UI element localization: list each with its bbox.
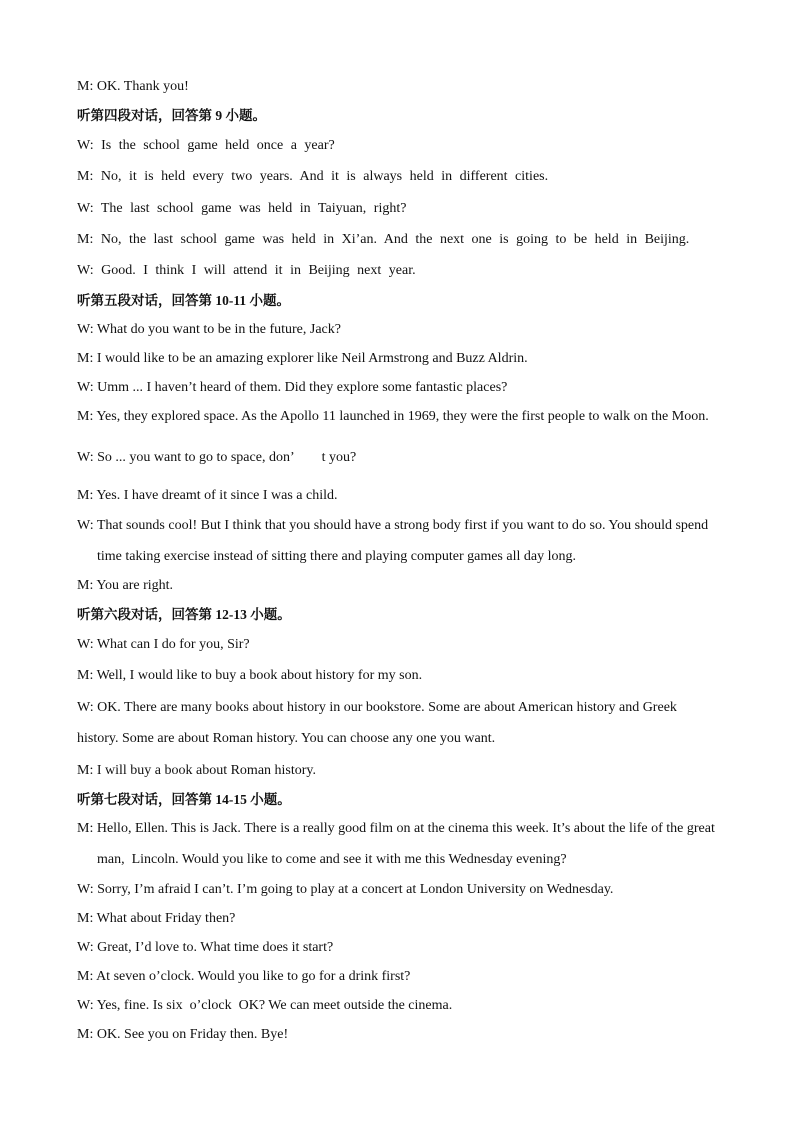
dialogue-line: W: Good. I think I will attend it in Beijing next year. <box>77 263 416 278</box>
dialogue-line: W: OK. There are many books about history in our bookstore. Some are about American history and Greek <box>77 700 677 715</box>
dialogue-line: M: Yes, they explored space. As the Apollo 11 launched in 1969, they were the first people to walk on the Moon. <box>77 409 709 424</box>
dialogue-line: W: Umm ... I haven’t heard of them. Did they explore some fantastic places? <box>77 380 508 395</box>
dialogue-line: W: The last school game was held in Taiyuan, right? <box>77 201 407 216</box>
dialogue-line: W: What do you want to be in the future, Jack? <box>77 322 341 337</box>
section-heading: 听第六段对话，回答第 12-13 小题。 <box>77 607 291 622</box>
dialogue-line: M: OK. See you on Friday then. Bye! <box>77 1027 289 1042</box>
dialogue-line: M: I will buy a book about Roman history. <box>77 763 317 778</box>
dialogue-line: M: OK. Thank you! <box>77 79 189 94</box>
dialogue-line: M: You are right. <box>77 578 174 593</box>
dialogue-line: M: Hello, Ellen. This is Jack. There is a really good film on at the cinema this week. It’s about the life of the great <box>77 821 715 836</box>
dialogue-line: M: Well, I would like to buy a book about history for my son. <box>77 668 423 683</box>
dialogue-line: M: No, the last school game was held in Xi’an. And the next one is going to be held in Beijing. <box>77 232 690 247</box>
dialogue-line: W: Sorry, I’m afraid I can’t. I’m going to play at a concert at London University on Wednesday. <box>77 882 614 897</box>
dialogue-line: M: Yes. I have dreamt of it since I was a child. <box>77 488 338 503</box>
dialogue-line: M: What about Friday then? <box>77 911 236 926</box>
dialogue-line: M: I would like to be an amazing explorer like Neil Armstrong and Buzz Aldrin. <box>77 351 528 366</box>
dialogue-line: W: What can I do for you, Sir? <box>77 637 250 652</box>
section-heading: 听第五段对话，回答第 10-11 小题。 <box>77 293 291 308</box>
section-heading: 听第七段对话，回答第 14-15 小题。 <box>77 792 291 807</box>
dialogue-line: W: Yes, fine. Is six o’clock OK? We can meet outside the cinema. <box>77 998 453 1013</box>
dialogue-line: W: Is the school game held once a year? <box>77 138 335 153</box>
dialogue-line: W: That sounds cool! But I think that you should have a strong body first if you want to do so. You should spend <box>77 518 709 533</box>
dialogue-line-continuation: history. Some are about Roman history. You can choose any one you want. <box>77 731 496 746</box>
dialogue-line-continuation: time taking exercise instead of sitting there and playing computer games all day long. <box>97 549 576 564</box>
dialogue-line: M: At seven o’clock. Would you like to go for a drink first? <box>77 969 411 984</box>
dialogue-line: M: No, it is held every two years. And it is always held in different cities. <box>77 169 549 184</box>
dialogue-line: W: Great, I’d love to. What time does it start? <box>77 940 334 955</box>
dialogue-line-continuation: man, Lincoln. Would you like to come and see it with me this Wednesday evening? <box>97 852 567 867</box>
dialogue-line: W: So ... you want to go to space, don’ t you? <box>77 450 357 465</box>
section-heading: 听第四段对话，回答第 9 小题。 <box>77 108 266 123</box>
